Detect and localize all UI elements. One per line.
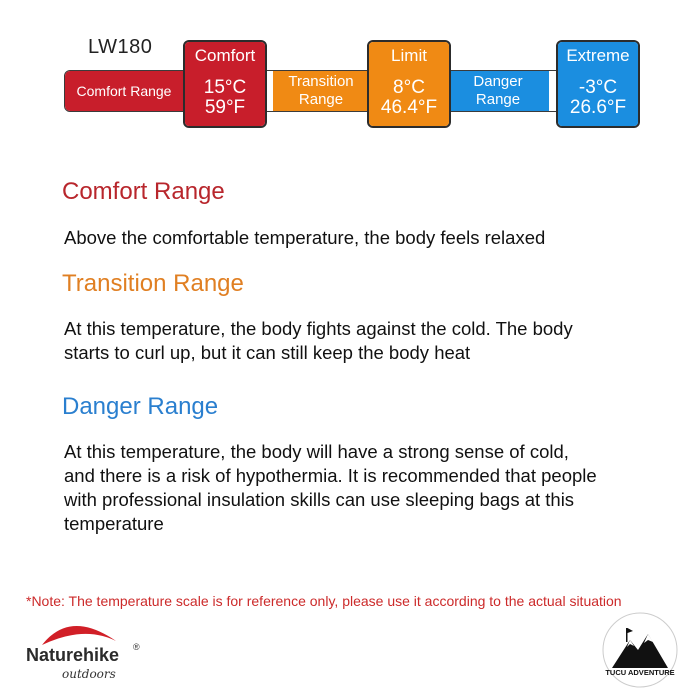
tucu-adventure-badge [600,610,680,690]
extreme-celsius: -3°C [578,76,618,98]
naturehike-logo [26,615,146,685]
comfort-range-segment: Comfort Range [65,71,183,111]
comfort-range-heading: Comfort Range [62,178,225,205]
limit-title: Limit [369,42,449,69]
mountain-logo-icon [40,615,130,647]
limit-temperature-box [367,40,451,128]
comfort-celsius: 15°C [203,76,247,98]
brand-name: Naturehike [26,645,120,665]
extreme-title: Extreme [558,42,638,69]
comfort-temperature-box [183,40,267,128]
model-label: LW180 [88,36,153,58]
transition-range-segment: Transition Range [273,71,369,111]
comfort-range-text: Above the comfortable temperature, the body feels relaxed [64,227,546,248]
comfort-title: Comfort [185,42,265,69]
temperature-scale-bar [64,70,638,112]
mountain-badge-icon [600,610,680,690]
brand-subtitle: outdoors [62,667,116,681]
danger-range-segment: Danger Range [447,71,549,111]
transition-range-heading: Transition Range [62,270,244,297]
extreme-temperature-box [556,40,640,128]
transition-range-text: At this temperature, the body fights against the cold. The body starts to curl up, but it can still keep the body heat [64,318,573,363]
reference-note: *Note: The temperature scale is for reference only, please use it according to the actual situation [26,593,622,609]
limit-celsius: 8°C [393,76,425,98]
comfort-fahrenheit: 59°F [204,96,246,118]
badge-text: TUCU ADVENTURE [605,668,675,677]
danger-range-heading: Danger Range [62,393,219,420]
registered-mark: ® [133,642,140,652]
limit-fahrenheit: 46.4°F [380,96,438,118]
extreme-fahrenheit: 26.6°F [569,96,627,118]
danger-range-text: At this temperature, the body will have a strong sense of cold, and there is a risk of hypothermia. It is recommended that people with professional insulation skills can use sleeping bags at this temperature [64,441,597,534]
